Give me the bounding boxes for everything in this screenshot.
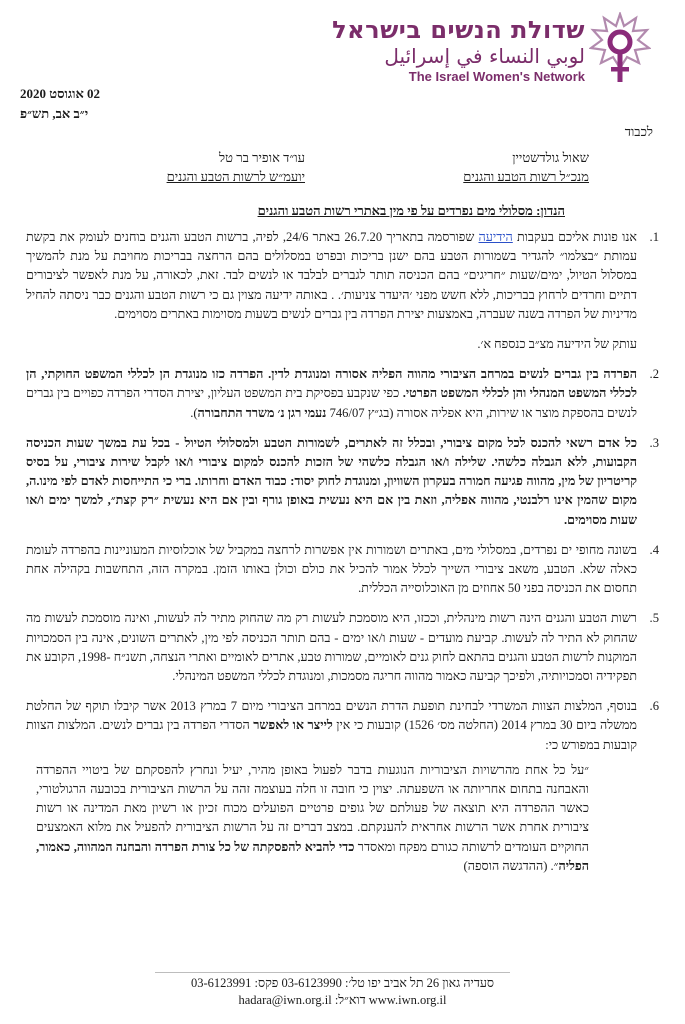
paragraph-3: 3. כל אדם רשאי להכנס לכל מקום ציבורי, ובכלל זה לאתרים, לשמורות הטבע ולמסלולי הטיול - בכל עת במשך שעות הכניסה הקבועות, ללא הגבלה כלשהי. שלילה ו/או הגבלה כלשהי של הזכות להכנס למקום ציבורי ו/או לקבל שירות ציבורי, על בסיס קריטריון של מין, מהווה פגיעה חמורה בעקרון השוויון, ומנוגדת לחוק יסוד: כבוד האדם וחרותו. ברי כי התייחסות לאדם לפי מינו.ה, מקום שהמין אינו רלבנטי, מהווה אפליה, וזאת בין אם היא נעשית באופן גורף ובין אם היא נעשית ״רק קצת״, למשך ימים ו/או שעות מסוימים. xyxy=(26,435,659,527)
org-name-arabic: لوبي النساء في إسرائيل xyxy=(384,44,585,68)
letter-body xyxy=(26,228,659,887)
footer-divider xyxy=(155,972,510,973)
paragraph-2: 2. הפרדה בין גברים לנשים במרחב הציבורי מהווה הפליה אסורה ומנוגדת לדין. הפרדה כזו מנוגדת הן לכללי המשפט החוקתי, הן לכללי המשפט המנהלי והן לכללי המשפט הפרטי. כפי שנקבע בפסיקת בית המשפט העליון, יצירת הסדרי הפרדה כפויים בין גברים לנשים בהספקת מוצר או שירות, היא אפליה אסורה (בג״ץ 746/07 נעמי רגן נ׳ משרד התחבורה). xyxy=(26,367,659,420)
news-item-link[interactable]: הידיעה xyxy=(478,230,513,244)
letter-date xyxy=(20,84,180,124)
footer-contact: www.iwn.org.il דוא״ל: hadara@iwn.org.il xyxy=(238,993,447,1007)
appendix-note: עותק של הידיעה מצ״ב כנספח א׳. xyxy=(477,337,637,352)
block-quote: ״על כל אחת מהרשויות הציבוריות הנוגעות בדבר לפעול באופן מהיר, יעיל ונחרץ להפסקתם של ביטויי ההפרדה והאבחנה בתחום אחריותה או השפעתה. יצוין כי חובה זו חלה בעוצמה זהה על הרשות הציבורית בכובעה הרגולטורי, כאשר ההפרדה היא תוצאה של פעולתם של גופים פרטיים הפועלים מכוח זכיון או רשיון מאת המדינה או רשות ציבורית אחרת אשר הרשות אחראית להענקתם. במצב דברים זה על הרשות הציבורית להפעיל את מלוא האמצעים החוקיים העומדים לרשותה כגורם מפקח ומאסדר כדי להביא להפסקתה של כל צורת הפרדה והבחנה המהווה, כאמור, הפליה״. (ההדגשה הוספה) xyxy=(36,762,590,873)
paragraph-number: 5. xyxy=(649,611,659,626)
addressee-name: עו״ד אופיר בר טל xyxy=(219,150,305,165)
paragraph-6: 6. בנוסף, המלצות הצוות המשרדי לבחינת תופעת הדרת הנשים במרחב הציבורי מיום 7 במרץ 2013 אשר קיבלו תוקף של החלטת ממשלה ביום 30 במרץ 2014 (החלטה מס׳ 1526) קובעות כי אין לייצר או לאפשר הסדרי הפרדה בין גברים לנשים. המלצות הצוות קובעות במפורש כי: ״על כל אחת מהרשויות הציבוריות הנוגעות בדבר לפעול באופן מהיר, יעיל ונחרץ להפסקתם של ביטויי ההפרדה והאבחנה בתחום אחריותה או השפעתה. יצוין כי חובה זו חלה בעוצמה זהה על הרשות הציבורית בכובעה הרגולטורי, כאשר ההפרדה היא תוצאה של פעולתם של גופים פרטיים הפועלים מכוח זכיון או רשיון מאת המדינה או רשות ציבורית אחרת אשר הרשות אחראית להענקתם. במצב דברים זה על הרשות הציבורית להפעיל את מלוא האמצעים החוקיים העומדים לרשותה כגורם מפקח ומאסדר כדי להביא להפסקתה של כל צורת הפרדה והבחנה המהווה, כאמור, הפליה״. (ההדגשה הוספה) xyxy=(26,697,659,876)
addressee-2 xyxy=(167,148,305,186)
addressee-name: שאול גולדשטיין xyxy=(512,150,589,165)
women-network-emblem-icon xyxy=(589,12,651,90)
footer-address: סעדיה גאון 26 תל אביב יפו טל׳: 03-6123990 פקס: 03-6123991 xyxy=(190,976,495,990)
paragraph-number: 1. xyxy=(649,230,659,244)
paragraph-5: 5. רשות הטבע והגנים הינה רשות מינהלית, וככזו, היא מוסמכת לעשות רק מה שהחוק מתיר לה לעשות, ואינה מוסמכת לעשות מה שהחוק לא התיר לה לעשות. קביעת מועדים - שעות ו/או ימים - בהם תותר הכניסה לפי מין, לאתרים השונים, אינה בין הסמכויות המוקנות לרשות הטבע והגנים בהתאם לחוק גנים לאומיים, שמורות טבע, אתרים לאומיים ואתרי הנצחה, תשנ״ח -1998, הקובע את תפקידיה וסמכויותיה, ולפיכך קביעה כאמור מהווה חריגה מסמכות, ומנוגדת לכללי המשפט המינהלי. xyxy=(26,611,659,684)
date-gregorian: 02 אוגוסט 2020 xyxy=(20,86,101,101)
paragraph-number: 3. xyxy=(649,435,659,450)
paragraph-number: 4. xyxy=(649,542,659,557)
date-hebrew: י״ב אב, תש״פ xyxy=(20,106,89,121)
addressee-1 xyxy=(463,148,589,186)
to-label: לכבוד xyxy=(624,124,653,139)
letter-subject: הנדון: מסלולי מים נפרדים על פי מין באתרי רשות הטבע והגנים xyxy=(257,203,565,218)
paragraph-number: 2. xyxy=(649,367,659,382)
org-logo xyxy=(231,12,651,92)
addressee-title: יועמ״ש לרשות הטבע והגנים xyxy=(166,169,305,184)
addressee-title: מנכ״ל רשות הטבע והגנים xyxy=(463,169,589,184)
org-name-hebrew: שדולת הנשים בישראל xyxy=(332,16,585,44)
org-name-english: The Israel Women's Network xyxy=(408,69,585,84)
paragraph-1: 1. אנו פונות אליכם בעקבות הידיעה שפורסמה בתאריך 26.7.20 באתר 24/6, לפיה, ברשות הטבע והגנים בוחנים לעומק את בקשת עמותת ״בצלמו״ להגדיר בשמורות הטבע בהם ישנן בריכות ובפרט במסלולים בהם הרחצה בבריכות מחויבת על מנת להמשיך במסלול הטיול, ימים/שעות ״חריגים״ בהם הכניסה תותר לגברים לבלבד או לנשים לבד. זאת, לכאורה, על מנת לאפשר לציבורים דתיים וחרדים לרחוץ בבריכות, ללא חשש מפני ׳היעדר צניעות׳. . באותה ידיעה מצוין גם כי רשות הטבע והגנים כבר ניסתה להחיל מדיניות של הפרדה בשנה שעברה, באמצעות יצירת הפרדה בין גברים לנשים בשעות מסוימות באתרים מסוימים. xyxy=(26,230,659,321)
paragraph-number: 6. xyxy=(649,699,659,714)
paragraph-4: 4. בשונה מחופי ים נפרדים, במסלולי מים, באתרים ושמורות אין אפשרות לרחצה במקביל של אוכלוסיות המעוניינות בהפרדה לעומת כאלה שלא. הטבע, משאב ציבורי השייך לכלל אמור להכיל את כולם וכולן באותו הזמן. במקרה הזה, התחשבות בקהילה אחת תחסום את הכניסה בפני 50 אחוזים מן האוכלוסייה הכללית. xyxy=(26,542,659,596)
